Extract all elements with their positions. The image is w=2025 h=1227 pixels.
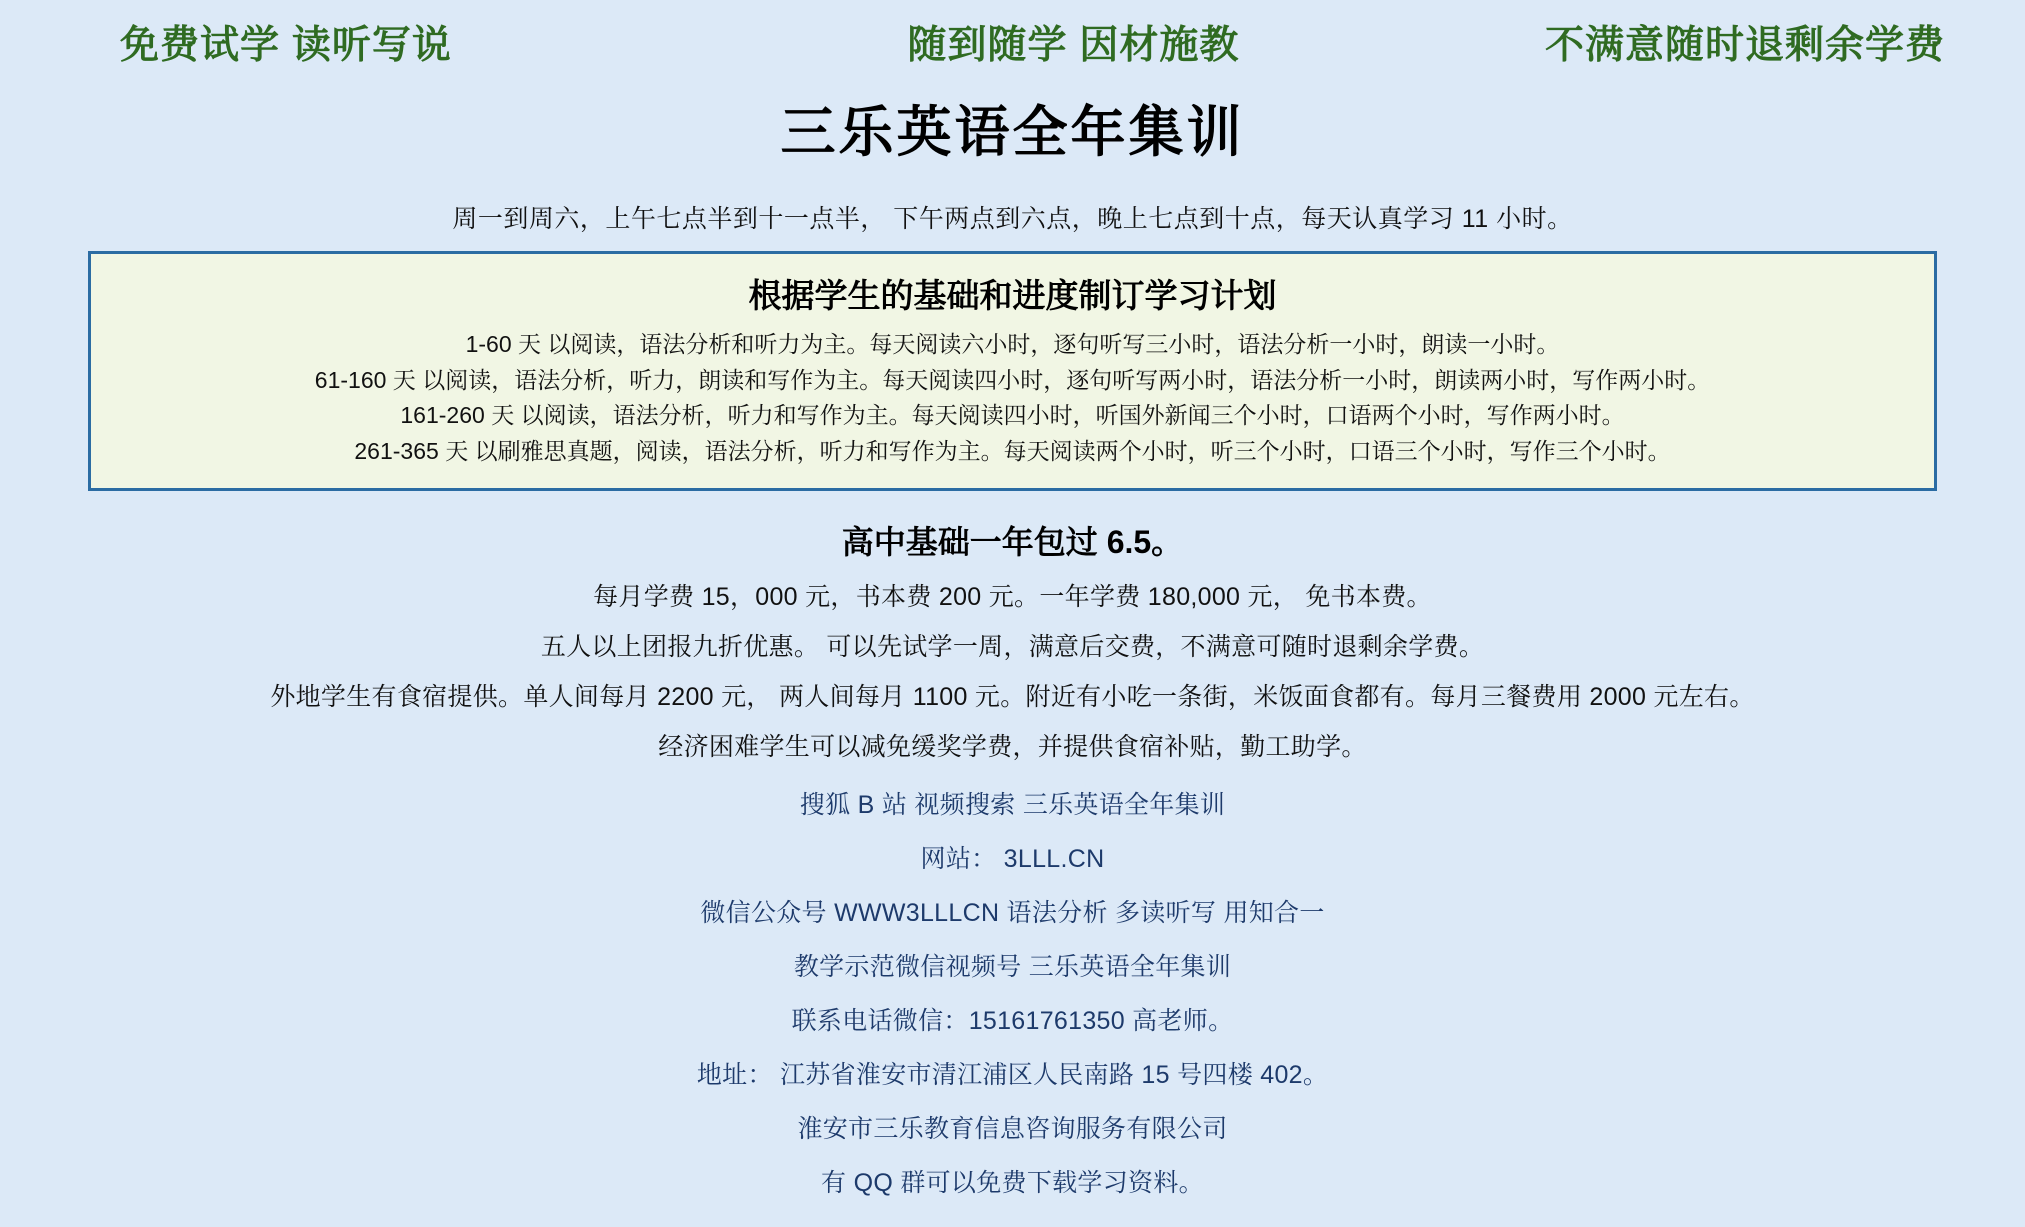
website-line[interactable]: 网站： 3LLL.CN [920,844,1105,873]
wechat-video-account-line: 教学示范微信视频号 三乐英语全年集训 [793,952,1232,981]
study-plan-line: 161-260 天 以阅读，语法分析，听力和写作为主。每天阅读四小时，听国外新闻三个小时，口语两个小时，写作两小时。 [400,402,1625,429]
slogan-refund: 不满意随时退剩余学费 [1544,24,1945,67]
score-guarantee-text: 高中基础一年包过 6.5。 [841,523,1184,560]
schedule-text: 周一到周六，上午七点半到十一点半， 下午两点到六点，晚上七点到十点，每天认真学习 11 小时。 [452,205,1573,233]
study-plan-line: 61-160 天 以阅读，语法分析，听力，朗读和写作为主。每天阅读四小时，逐句听写两小时，语法分析一小时，朗读两小时，写作两小时。 [314,366,1711,393]
study-plan-line: 261-365 天 以刷雅思真题，阅读，语法分析，听力和写作为主。每天阅读两个小时，听三个小时，口语三个小时，写作三个小时。 [354,437,1671,464]
page-title: 三乐英语全年集训 [780,101,1245,163]
slogan-row [0,14,2025,70]
video-channels-line: 搜狐 B 站 视频搜索 三乐英语全年集训 [799,790,1226,819]
study-plan-title: 根据学生的基础和进度制订学习计划 [748,277,1277,314]
study-plan-box [88,251,1937,491]
fees-info-block [0,517,2025,763]
contact-block [0,785,2025,1227]
slogan-flexible-start: 随到随学 因材施教 [907,24,1240,67]
study-plan-line: 1-60 天 以阅读，语法分析和听力为主。每天阅读六小时，逐句听写三小时，语法分析一小时，朗读一小时。 [465,331,1560,357]
qq-group-line: 有 QQ 群可以免费下载学习资料。 [821,1168,1204,1197]
slogan-free-trial: 免费试学 读听写说 [120,24,452,67]
accommodation-line: 外地学生有食宿提供。单人间每月 2200 元， 两人间每月 1100 元。附近有小吃一条街，米饭面食都有。每月三餐费用 2000 元左右。 [270,682,1755,711]
phone-wechat-line: 联系电话微信：15161761350 高老师。 [791,1006,1234,1035]
wechat-official-account-line: 微信公众号 WWW3LLLCN 语法分析 多读听写 用知合一 [700,898,1325,927]
discount-line: 五人以上团报九折优惠。 可以先试学一周，满意后交费，不满意可随时退剩余学费。 [540,632,1485,661]
financial-aid-line: 经济困难学生可以减免缓奖学费，并提供食宿补贴，勤工助学。 [658,732,1367,761]
address-line: 地址： 江苏省淮安市清江浦区人民南路 15 号四楼 402。 [696,1060,1329,1089]
company-name-line: 淮安市三乐教育信息咨询服务有限公司 [797,1114,1228,1143]
tuition-line: 每月学费 15，000 元，书本费 200 元。一年学费 180,000 元， 免书本费。 [593,582,1432,611]
